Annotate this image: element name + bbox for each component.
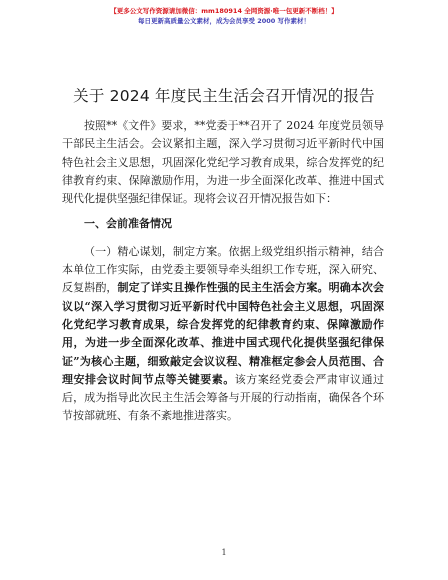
section-heading: 一、会前准备情况 xyxy=(84,217,172,231)
paragraph-text: （一）精心谋划，制定方案。依据上级党组织指示精神，结合本单位工作实际，由党委主要领导牵头组织工作专班，深入研究、反复斟酌， xyxy=(62,244,384,295)
intro-paragraph: 按照**《文件》要求，**党委于**召开了 2024 年度党员领导干部民主生活会。会议紧扣主题，深入学习贯彻习近平新时代中国特色社会主义思想，巩固深化党纪学习教育成果，综合发挥党的纪律教育约束、保障激励作用，为进一步全面深化改革、推进中国式现代化提供坚强纪律保证。现将会议召开情况报告如下： xyxy=(62,119,384,206)
promo-banner xyxy=(0,6,448,26)
promo-banner-line1: 【更多公文写作资源请加微信：mm180914 全网资源·唯一包更新不断档！】 xyxy=(110,7,338,15)
paragraph-text-tail: 该方案经党委会严肃审议通过后，成为指导此次民主生活会筹备与开展的行动指南，确保各个环节按部就班、有条不紊地推进落实。 xyxy=(62,372,385,423)
document-title: 关于 2024 年度民主生活会召开情况的报告 xyxy=(73,87,375,105)
promo-banner-line2: 每日更新高质量公文素材，成为会员享受 2000 写作素材！ xyxy=(137,17,311,25)
document-body xyxy=(62,117,384,426)
body-paragraph xyxy=(62,243,384,426)
page-number: 1 xyxy=(221,548,227,557)
paragraph-bold-text: 制定了详实且操作性强的民主生活会方案。明确本次会议以“深入学习贯彻习近平新时代中国特色社会主义思想，巩固深化党纪学习教育成果，综合发挥党的纪律教育约束、保障激励作用，为进一步全面深化改革、推进中国式现代化提供坚强纪律保证”为核心主题，细致敲定会议议程、精准框定参会人员范围、合理安排会议时间节点等关键要素。 xyxy=(62,281,385,386)
